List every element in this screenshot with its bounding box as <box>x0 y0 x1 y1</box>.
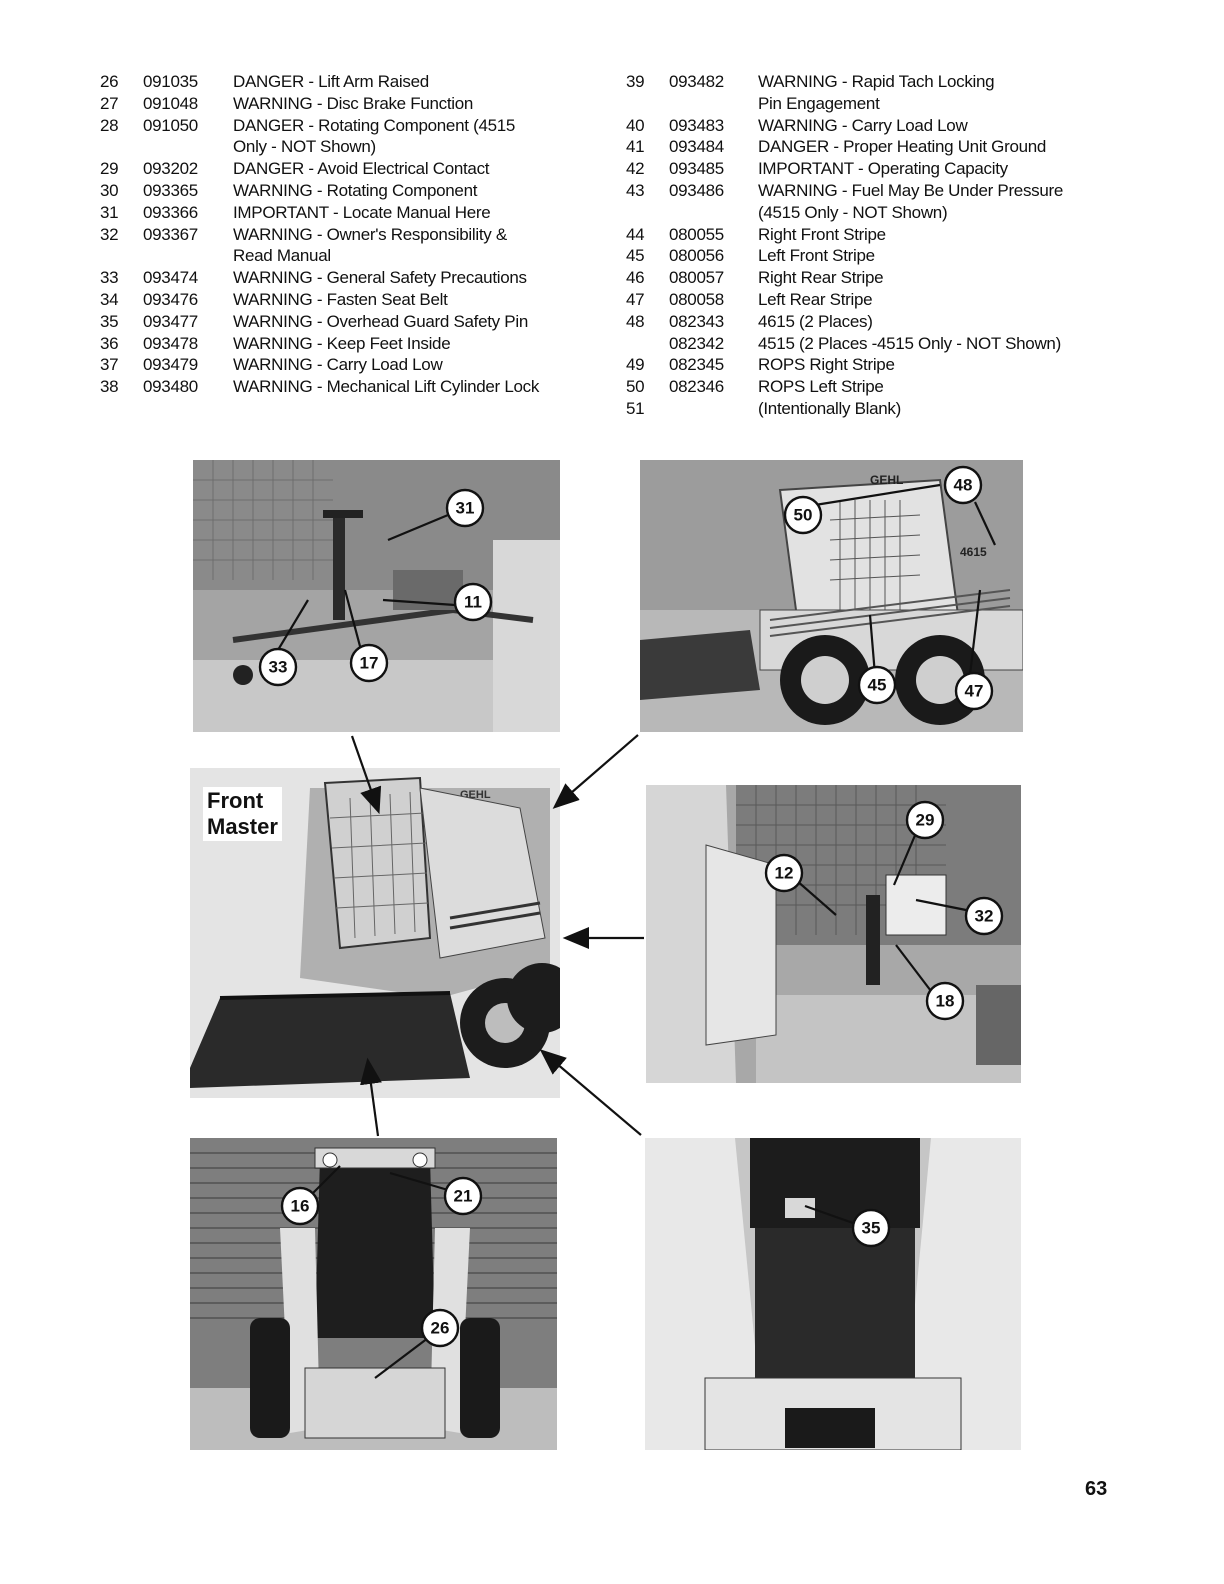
arrow-from-rear <box>543 1052 641 1135</box>
part-number: 093365 <box>143 180 198 200</box>
item-number: 27 <box>100 93 119 113</box>
item-number: 41 <box>626 137 645 157</box>
part-number: 093479 <box>143 355 198 375</box>
part-description: IMPORTANT - Operating Capacity <box>758 159 1008 179</box>
item-number: 50 <box>626 377 645 397</box>
item-number: 43 <box>626 180 645 200</box>
part-description: Left Front Stripe <box>758 246 875 266</box>
part-number: 093484 <box>669 137 724 157</box>
item-number: 36 <box>100 333 119 353</box>
part-description: WARNING - Rotating Component <box>233 180 478 200</box>
part-number: 093476 <box>143 289 198 309</box>
part-description: Right Front Stripe <box>758 224 886 244</box>
part-number: 093480 <box>143 377 198 397</box>
part-number: 093367 <box>143 224 198 244</box>
part-number: 091035 <box>143 72 198 91</box>
part-number: 091050 <box>143 115 198 135</box>
item-number: 51 <box>626 398 645 418</box>
item-number: 31 <box>100 202 119 222</box>
part-description: DANGER - Avoid Electrical Contact <box>233 159 490 179</box>
svg-text:29: 29 <box>915 810 935 830</box>
item-number: 47 <box>626 289 645 309</box>
part-number: 080055 <box>669 224 724 244</box>
front-label-line: Front <box>207 788 264 813</box>
part-description: Left Rear Stripe <box>758 289 873 309</box>
svg-text:12: 12 <box>774 863 794 883</box>
svg-text:21: 21 <box>453 1186 473 1206</box>
svg-text:11: 11 <box>464 592 482 612</box>
master-label-line: Master <box>207 814 278 839</box>
part-description: WARNING - Fasten Seat Belt <box>233 289 448 309</box>
part-description: 4515 (2 Places -4515 Only - NOT Shown) <box>758 333 1061 353</box>
part-number: 093202 <box>143 159 198 179</box>
arrow-from-cab <box>352 736 378 810</box>
item-number: 30 <box>100 180 119 200</box>
part-description: WARNING - Fuel May Be Under Pressure (4515 Only - NOT Shown) <box>758 180 1064 222</box>
part-number: 093482 <box>669 72 724 91</box>
svg-text:17: 17 <box>359 653 379 673</box>
part-number: 093366 <box>143 202 198 222</box>
item-number: 28 <box>100 115 119 135</box>
part-description: WARNING - General Safety Precautions <box>233 268 527 288</box>
arrow-from-side <box>556 735 638 806</box>
part-description: WARNING - Disc Brake Function <box>233 93 474 113</box>
part-description: Right Rear Stripe <box>758 268 884 288</box>
item-number: 42 <box>626 159 645 179</box>
part-description: DANGER - Rotating Component (4515 Only - NOT Shown) <box>233 115 516 157</box>
part-description: WARNING - Owner's Responsibility & Read Manual <box>233 224 507 266</box>
svg-text:4615: 4615 <box>960 545 987 559</box>
part-description: WARNING - Carry Load Low <box>758 115 968 135</box>
part-number: 080057 <box>669 268 724 288</box>
part-number: 093474 <box>143 268 198 288</box>
svg-text:47: 47 <box>964 681 984 701</box>
svg-text:35: 35 <box>861 1218 881 1238</box>
svg-text:16: 16 <box>290 1196 310 1216</box>
part-description: DANGER - Lift Arm Raised <box>233 72 429 91</box>
item-number: 48 <box>626 311 645 331</box>
part-number: 093478 <box>143 333 198 353</box>
item-number: 38 <box>100 377 119 397</box>
part-description: 4615 (2 Places) <box>758 311 873 331</box>
item-number: 45 <box>626 246 645 266</box>
part-number: 080058 <box>669 289 724 309</box>
svg-text:18: 18 <box>935 991 955 1011</box>
item-number: 26 <box>100 72 119 91</box>
part-number: 082346 <box>669 377 724 397</box>
svg-text:GEHL: GEHL <box>870 473 904 487</box>
part-number: 082343 <box>669 311 724 331</box>
part-description: WARNING - Mechanical Lift Cylinder Lock <box>233 377 540 397</box>
arrow-from-front <box>368 1062 378 1136</box>
part-description: WARNING - Carry Load Low <box>233 355 443 375</box>
part-number: 091048 <box>143 93 198 113</box>
part-description: WARNING - Keep Feet Inside <box>233 333 451 353</box>
item-number: 32 <box>100 224 119 244</box>
part-description: WARNING - Overhead Guard Safety Pin <box>233 311 528 331</box>
item-number: 34 <box>100 289 119 309</box>
item-number: 44 <box>626 224 645 244</box>
part-description: IMPORTANT - Locate Manual Here <box>233 202 491 222</box>
part-description: ROPS Right Stripe <box>758 355 895 375</box>
part-number: 082342 <box>669 333 724 353</box>
item-number: 49 <box>626 355 645 375</box>
part-description: (Intentionally Blank) <box>758 398 901 418</box>
item-number: 37 <box>100 355 119 375</box>
item-number: 46 <box>626 268 645 288</box>
part-description: DANGER - Proper Heating Unit Ground <box>758 137 1047 157</box>
item-number: 40 <box>626 115 645 135</box>
svg-text:GEHL: GEHL <box>460 789 491 801</box>
part-number: 093485 <box>669 159 724 179</box>
item-number: 39 <box>626 72 645 91</box>
part-number: 080056 <box>669 246 724 266</box>
part-description: ROPS Left Stripe <box>758 377 884 397</box>
item-number: 33 <box>100 268 119 288</box>
svg-text:50: 50 <box>793 505 813 525</box>
page-number: 63 <box>1085 1478 1108 1500</box>
svg-text:48: 48 <box>953 475 973 495</box>
part-number: 093486 <box>669 180 724 200</box>
part-number: 093483 <box>669 115 724 135</box>
part-number: 082345 <box>669 355 724 375</box>
svg-text:32: 32 <box>974 906 994 926</box>
svg-text:33: 33 <box>268 657 288 677</box>
item-number: 35 <box>100 311 119 331</box>
item-number: 29 <box>100 159 119 179</box>
part-number: 093477 <box>143 311 198 331</box>
svg-text:45: 45 <box>867 675 887 695</box>
part-description: WARNING - Rapid Tach Locking Pin Engagement <box>758 72 995 113</box>
svg-text:31: 31 <box>455 498 475 518</box>
svg-text:26: 26 <box>430 1318 450 1338</box>
